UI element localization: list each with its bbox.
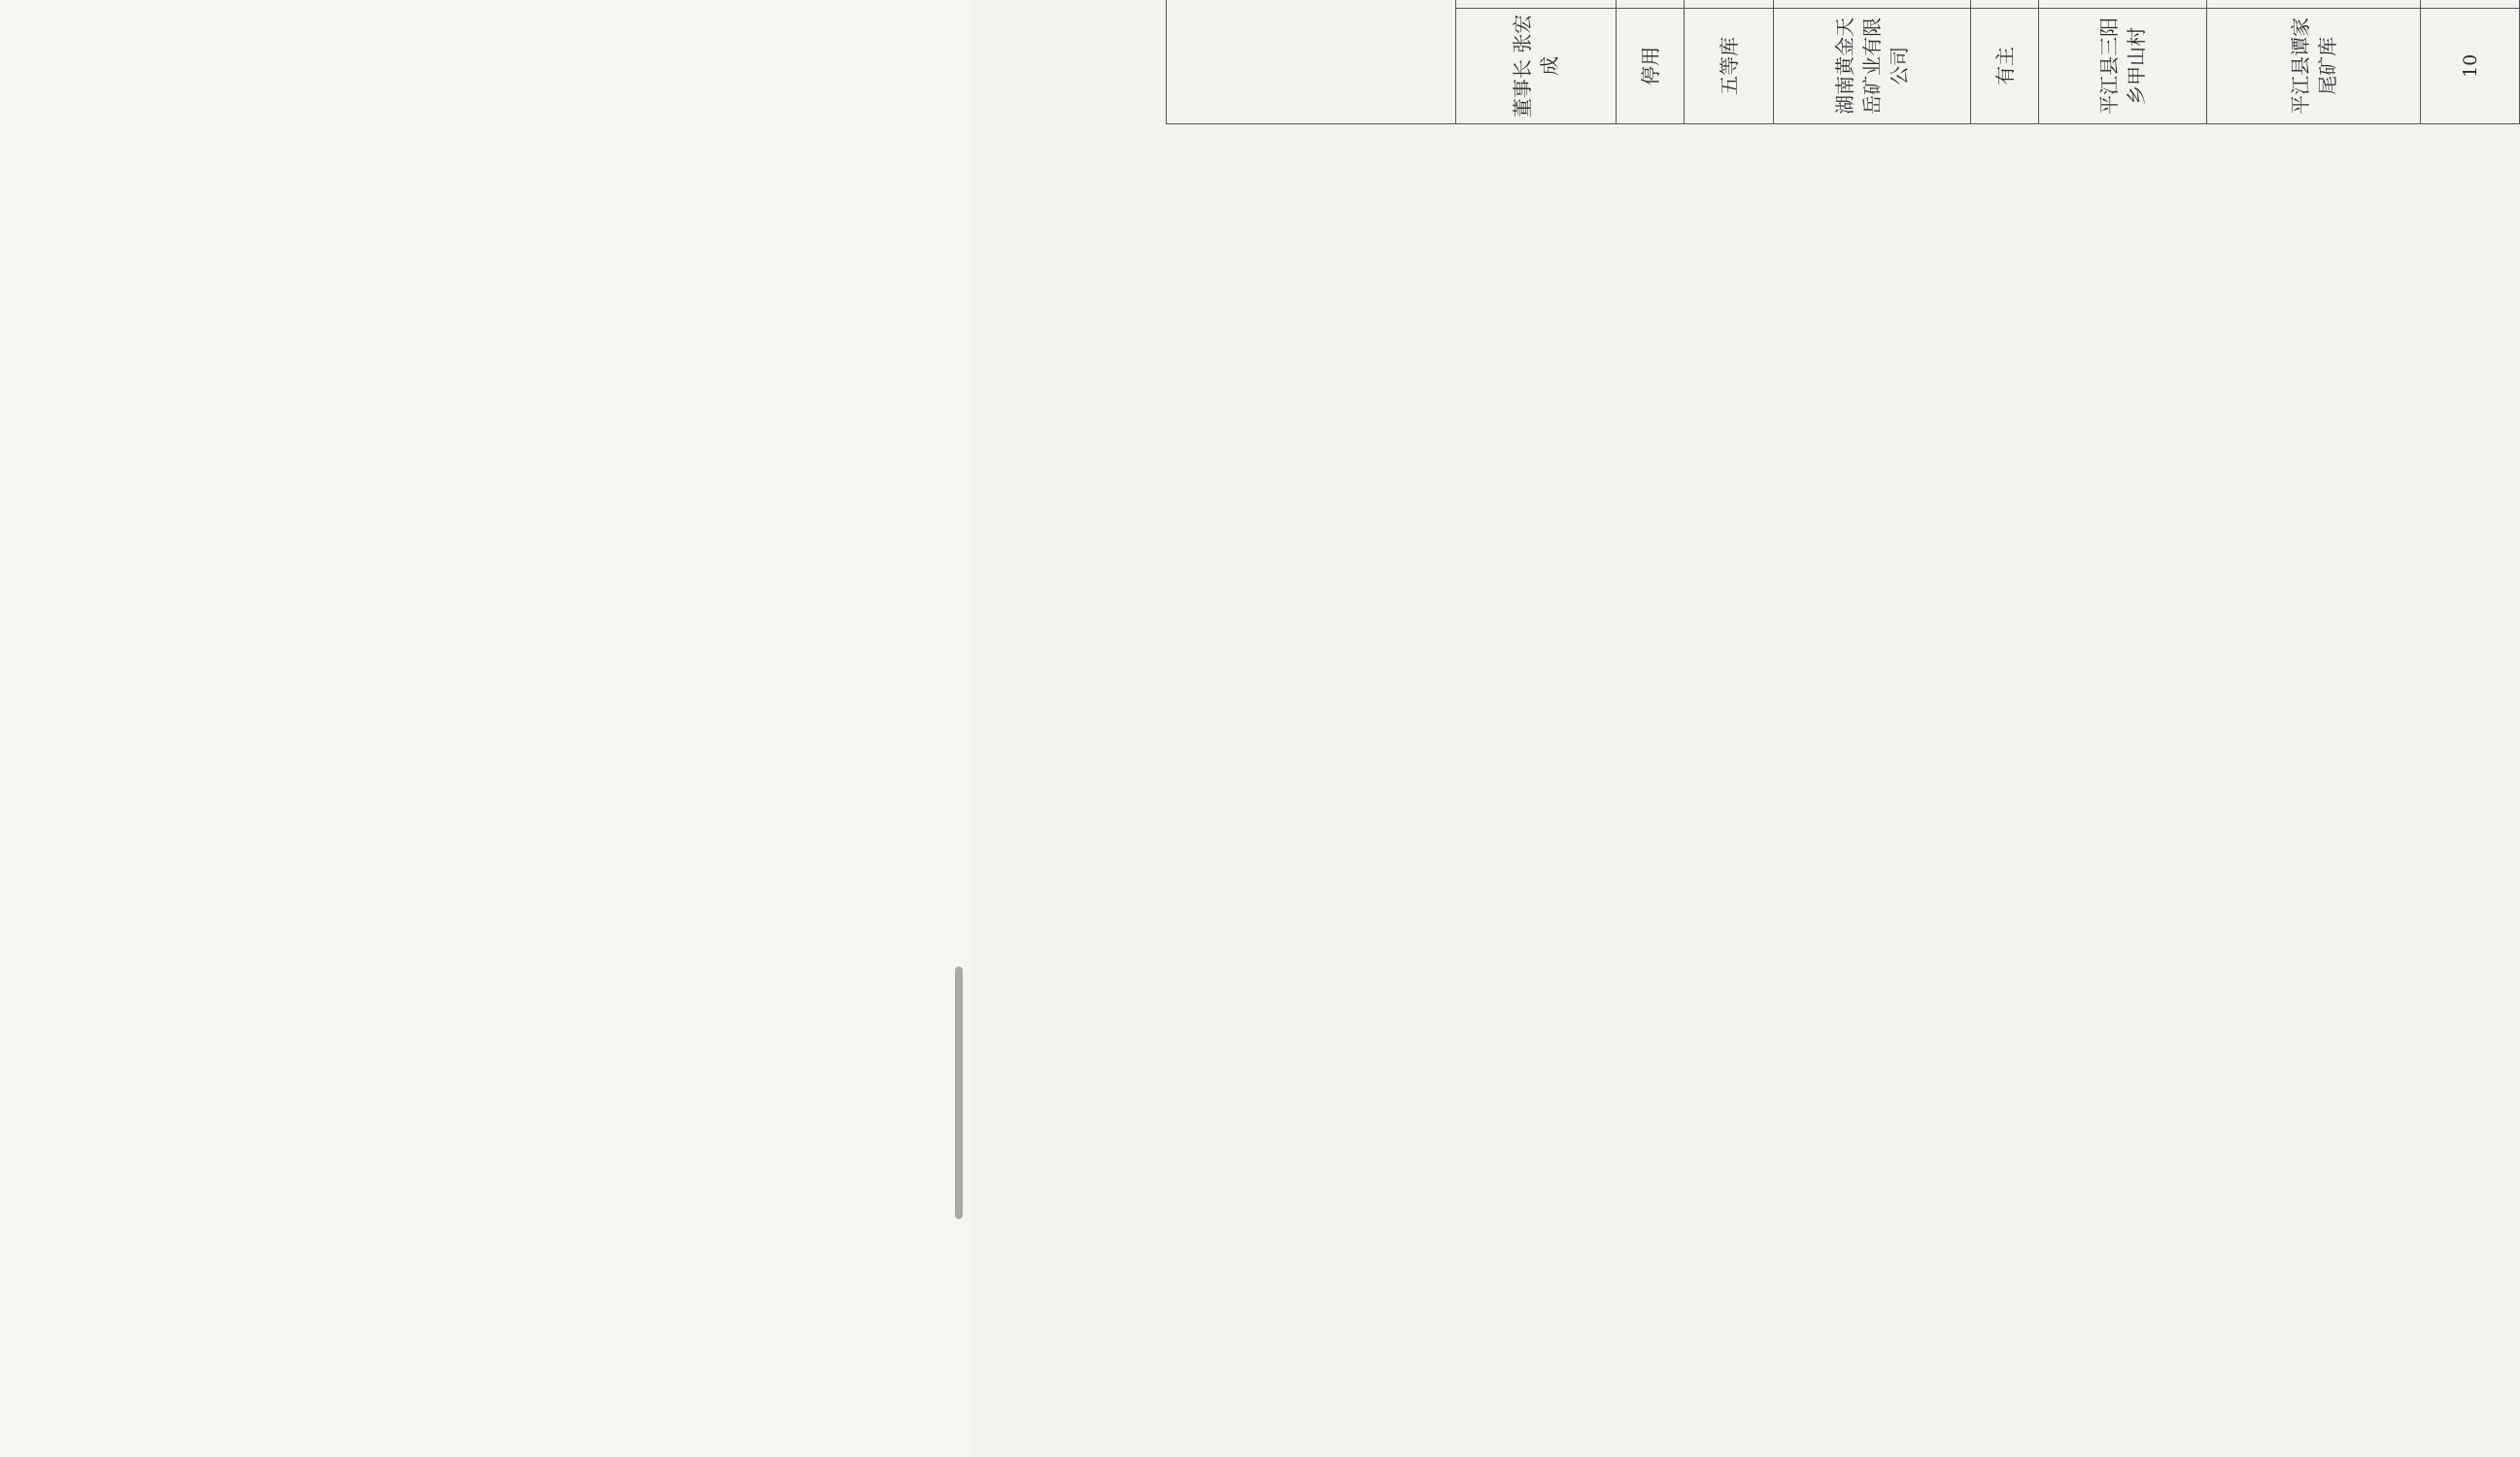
tailings-dam-table — [1166, 0, 2520, 124]
location-cell: 平江县三阳乡甲山村 — [2039, 8, 2207, 123]
table-row-responsible — [1456, 0, 1617, 124]
name-cell: 平江县谭家尾矿库 — [2207, 8, 2421, 123]
company-cell — [1774, 0, 1971, 8]
table-row-company — [1774, 0, 1971, 124]
grade-cell — [1685, 0, 1774, 8]
rotated-table-wrapper — [1166, 0, 2481, 124]
table-row-name — [2207, 0, 2421, 124]
scrollbar[interactable] — [955, 966, 963, 1219]
status-cell: 停用 — [1617, 8, 1685, 123]
table-row-location — [2039, 0, 2207, 124]
name-cell — [2207, 0, 2421, 8]
owner-cell: 有主 — [1971, 8, 2039, 123]
table-row-owner — [1971, 0, 2039, 124]
number-cell: 10 — [2421, 8, 2520, 123]
responsible-cell — [1456, 0, 1617, 8]
table-row-status — [1617, 0, 1685, 124]
table-row-number — [2421, 0, 2520, 124]
table-row-leader — [1167, 0, 1456, 124]
owner-cell — [1971, 0, 2039, 8]
location-cell — [2039, 0, 2207, 8]
table-row-grade — [1685, 0, 1774, 124]
responsible-cell: 董事长 张宏成 — [1456, 8, 1617, 123]
empty-leader-cell — [1167, 0, 1456, 124]
company-cell: 湖南黄金天岳矿业有限公司 — [1774, 8, 1971, 123]
status-cell — [1617, 0, 1685, 8]
grade-cell: 五等库 — [1685, 8, 1774, 123]
number-cell — [2421, 0, 2520, 8]
